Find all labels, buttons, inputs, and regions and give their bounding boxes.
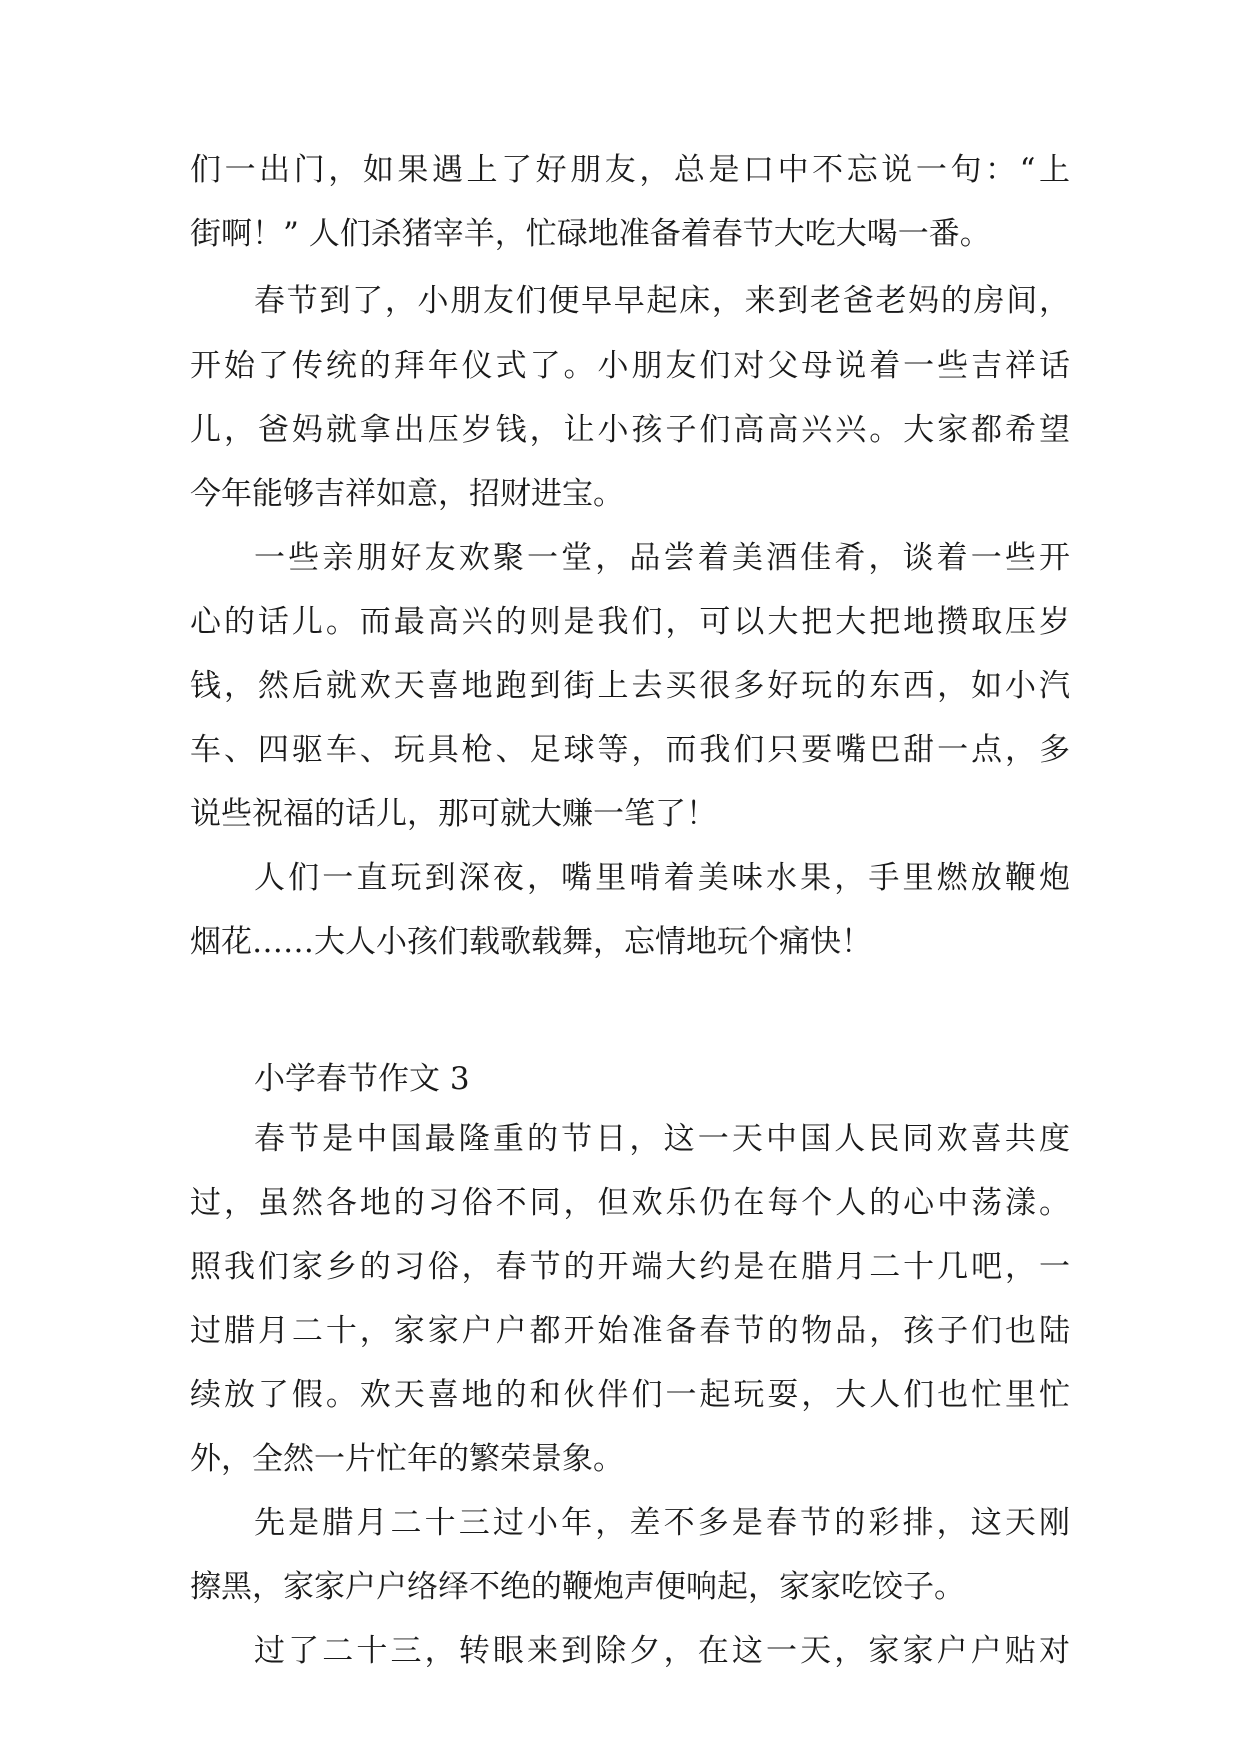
text-line: 烟花……大人小孩们载歌载舞，忘情地玩个痛快！ (190, 924, 872, 960)
text-line: 车、四驱车、玩具枪、足球等，而我们只要嘴巴甜一点，多 (190, 732, 1070, 768)
text-line: 今年能够吉祥如意，招财进宝。 (190, 476, 624, 512)
text-line: 说些祝福的话儿，那可就大赚一笔了！ (190, 796, 717, 832)
text-line: 人们一直玩到深夜，嘴里啃着美味水果，手里燃放鞭炮 (254, 860, 1070, 896)
section-heading: 小学春节作文 3 (254, 1061, 470, 1097)
text-line: 过腊月二十，家家户户都开始准备春节的物品，孩子们也陆 (190, 1313, 1070, 1349)
text-line: 们一出门，如果遇上了好朋友，总是口中不忘说一句：“上 (190, 152, 1070, 188)
text-line: 春节是中国最隆重的节日，这一天中国人民同欢喜共度 (254, 1121, 1070, 1157)
text-line: 擦黑，家家户户络绎不绝的鞭炮声便响起，家家吃饺子。 (190, 1569, 965, 1605)
text-line: 心的话儿。而最高兴的则是我们，可以大把大把地攒取压岁 (190, 604, 1070, 640)
text-line: 先是腊月二十三过小年，差不多是春节的彩排，这天刚 (254, 1505, 1070, 1541)
text-line: 春节到了，小朋友们便早早起床，来到老爸老妈的房间， (254, 283, 1070, 319)
text-line: 街啊！” 人们杀猪宰羊，忙碌地准备着春节大吃大喝一番。 (190, 216, 991, 252)
text-line: 一些亲朋好友欢聚一堂，品尝着美酒佳肴，谈着一些开 (254, 540, 1070, 576)
text-line: 过了二十三，转眼来到除夕，在这一天，家家户户贴对 (254, 1633, 1070, 1669)
text-line: 儿，爸妈就拿出压岁钱，让小孩子们高高兴兴。大家都希望 (190, 412, 1070, 448)
text-line: 外，全然一片忙年的繁荣景象。 (190, 1441, 624, 1477)
text-line: 开始了传统的拜年仪式了。小朋友们对父母说着一些吉祥话 (190, 348, 1070, 384)
text-line: 照我们家乡的习俗，春节的开端大约是在腊月二十几吧，一 (190, 1249, 1070, 1285)
text-line: 续放了假。欢天喜地的和伙伴们一起玩耍，大人们也忙里忙 (190, 1377, 1070, 1413)
text-line: 过，虽然各地的习俗不同，但欢乐仍在每个人的心中荡漾。 (190, 1185, 1070, 1221)
text-line: 钱，然后就欢天喜地跑到街上去买很多好玩的东西，如小汽 (190, 668, 1070, 704)
